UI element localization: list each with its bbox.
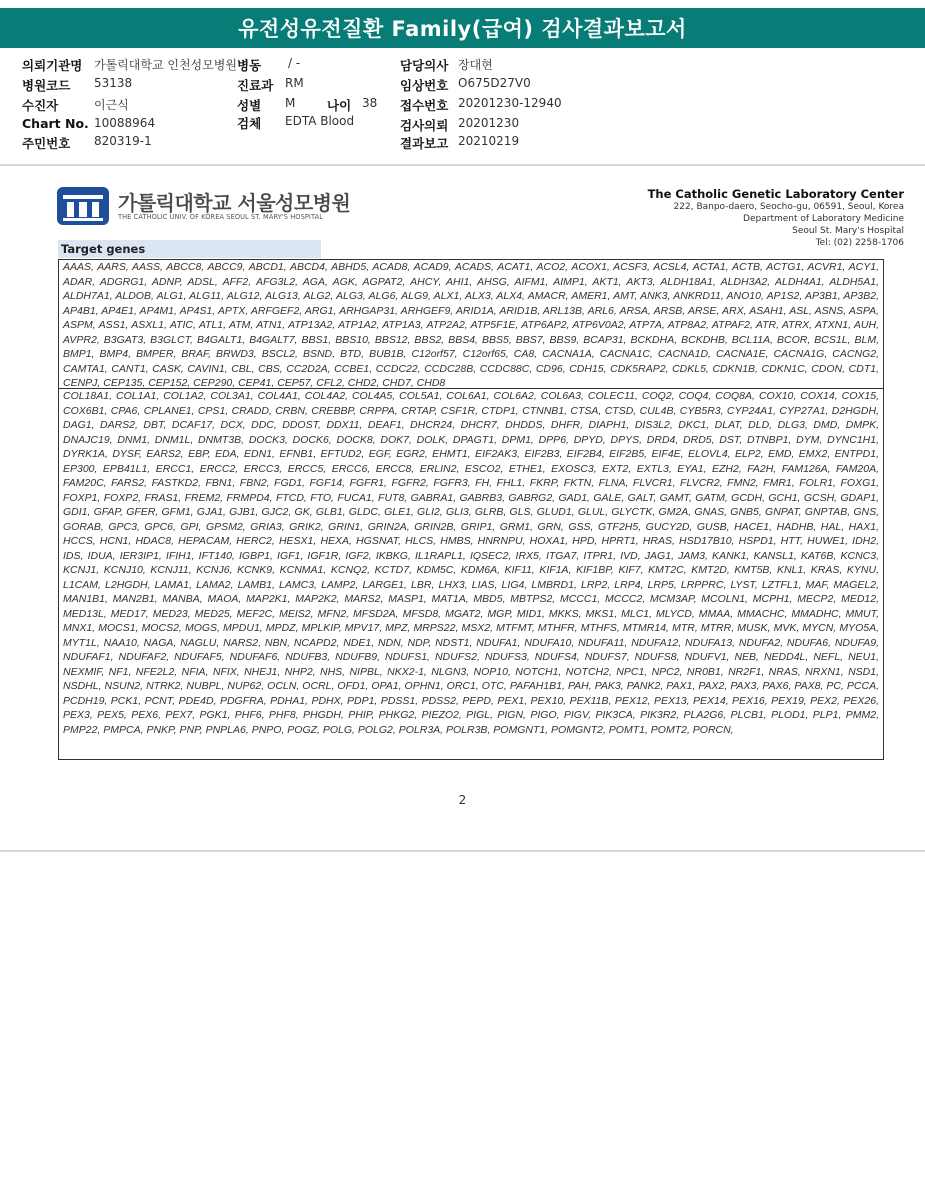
institution-label: 의뢰기관명 bbox=[22, 58, 83, 73]
dept-label: 진료과 bbox=[237, 78, 274, 93]
report-date-label: 결과보고 bbox=[400, 136, 449, 151]
footer-divider bbox=[0, 850, 925, 852]
report-date-value: 20210219 bbox=[458, 134, 520, 148]
page-number: 2 bbox=[458, 793, 467, 807]
hospital-logo-icon bbox=[57, 187, 109, 225]
target-genes-list-part1: AAAS, AARS, AASS, ABCC8, ABCC9, ABCD1, ABCD4, ABHD5, ACAD8, ACAD9, ACADS, ACAT1, ACO2, ACOX1, ACSF3, ACSL4, ACTA1, ACTB, ACTG1, ACVR1, ACY1, ADAR, ADGRG1, ADNP, ADSL, AFF2, AFG3L2, AGA, AGK, AGPAT2, AHCY, AHI1, AHSG, AIFM1, AIMP1, AKT1, AKT3, ALDH18A1, ALDH3A2, ALDH4A1, ALDH5A1, ALDH7A1, ALDOB, ALG1, ALG11, ALG12, ALG13, ALG2, ALG3, ALG6, ALG9, ALX1, ALX3, ALX4, AMACR, AMER1, AMT, ANK3, ANKRD11, ANO10, AP1S2, AP3B1, AP3B2, AP4B1, AP4E1, AP4M1, AP4S1, APTX, ARFGEF2, ARG1, ARHGAP31, ARHGEF9, ARID1A, ARID1B, ARL13B, ARL6, ARSA, ARSB, ARSE, ARX, ASAH1, ASL, ASNS, ASPA, ASPM, ASS1, ASXL1, ATIC, ATL1, ATM, ATN1, ATP13A2, ATP1A2, ATP1A3, ATP2A2, ATP5F1E, ATP6AP2, ATP6V0A2, ATP7A, ATP8A2, ATPAF2, ATR, ATRX, ATXN1, AUH, AVPR2, B3GAT3, B3GLCT, B4GALT1, B4GALT7, BBS1, BBS10, BBS12, BBS2, BBS4, BBS5, BBS7, BBS9, BCAP31, BCKDHA, BCKDHB, BCL11A, BCOR, BCS1L, BLM, BMP1, BMP4, BMPER, BRAF, BRWD3, BSCL2, BSND, BTD, BUB1B, C12orf57, C12orf65, CA8, CACNA1A, CACNA1C, CACNA1D, CACNA1E, CACNA1G, CACNG2, CAMTA1, CANT1, CASK, CAVIN1, CBL, CBS, CC2D2A, CCBE1, CCDC22, CCDC28B, CCDC88C, CD96, CDH15, CDK5RAP2, CDKL5, CDKN1B, CDKN1C, CDON, CDT1, CENPJ, CEP135, CEP152, CEP290, CEP41, CEP57, CFL2, CHD2, CHD7, CHD8 bbox=[58, 259, 884, 389]
lab-center-name: The Catholic Genetic Laboratory Center bbox=[647, 187, 904, 201]
examinee-value: 이근식 bbox=[94, 98, 129, 112]
specimen-label: 검체 bbox=[237, 116, 262, 131]
hospital-code-value: 53138 bbox=[94, 76, 133, 90]
dept-value: RM bbox=[285, 76, 304, 90]
doctor-label: 담당의사 bbox=[400, 58, 449, 73]
hospital-code-label: 병원코드 bbox=[22, 78, 71, 93]
resident-no-label: 주민번호 bbox=[22, 136, 71, 151]
resident-no-value: 820319-1 bbox=[94, 134, 152, 148]
institution-value: 가톨릭대학교 인천성모병원 bbox=[94, 58, 237, 72]
age-label: 나이 bbox=[327, 98, 352, 113]
sex-label: 성별 bbox=[237, 98, 262, 113]
target-genes-heading: Target genes bbox=[58, 240, 321, 258]
header-divider bbox=[0, 164, 925, 166]
lab-tel: Tel: (02) 2258-1706 bbox=[815, 238, 904, 248]
report-title: 유전성유전질환 Family(급여) 검사결과보고서 bbox=[0, 8, 925, 48]
hospital-name-english: THE CATHOLIC UNIV. OF KOREA SEOUL ST. MARY'S HOSPITAL bbox=[118, 213, 323, 221]
lab-hospital: Seoul St. Mary's Hospital bbox=[792, 226, 904, 236]
specimen-value: EDTA Blood bbox=[285, 114, 355, 128]
request-label: 검사의뢰 bbox=[400, 118, 449, 133]
receipt-no-value: 20201230-12940 bbox=[458, 96, 562, 110]
target-genes-list-part2: COL18A1, COL1A1, COL1A2, COL3A1, COL4A1, COL4A2, COL4A5, COL5A1, COL6A1, COL6A2, COL6A3, COLEC11, COQ2, COQ4, COQ8A, COX10, COX14, COX15, COX6B1, CPA6, CPLANE1, CPS1, CRADD, CRBN, CREBBP, CRPPA, CRTAP, CSF1R, CTDP1, CTNNB1, CTSA, CTSD, CUL4B, CYB5R3, CYP24A1, CYP27A1, D2HGDH, DAG1, DARS2, DBT, DCAF17, DCX, DDC, DDOST, DDX11, DEAF1, DHCR24, DHCR7, DHDDS, DHFR, DIAPH1, DIS3L2, DKC1, DLAT, DLD, DLG3, DMD, DMPK, DNAJC19, DNM1, DNM1L, DNMT3B, DOCK3, DOCK6, DOCK8, DOK7, DOLK, DPAGT1, DPM1, DPP6, DPYD, DPYS, DRD4, DRD5, DST, DTNBP1, DYM, DYNC1H1, DYRK1A, DYSF, EARS2, EBP, EDA, EDN1, EFNB1, EFTUD2, EGF, EGR2, EHMT1, EIF2AK3, EIF2B3, EIF2B4, EIF2B5, EIF4E, ELOVL4, ELP2, EMD, EMX2, ENTPD1, EP300, EPB41L1, ERCC1, ERCC2, ERCC3, ERCC5, ERCC6, ERCC8, ERLIN2, ESCO2, ETHE1, EXOSC3, EXT2, EXTL3, EYA1, EZH2, FA2H, FAM126A, FAM20A, FAM20C, FARS2, FASTKD2, FBN1, FBN2, FGD1, FGF14, FGFR1, FGFR2, FGFR3, FH, FHL1, FKRP, FKTN, FLNA, FLVCR1, FLVCR2, FMN2, FMR1, FOLR1, FOXG1, FOXP1, FOXP2, FRAS1, FREM2, FRMPD4, FTCD, FTO, FUCA1, FUT8, GABRA1, GABRB3, GABRG2, GAD1, GALE, GALT, GAMT, GATM, GCDH, GCH1, GCSH, GDAP1, GDI1, GFAP, GFER, GFM1, GJA1, GJB1, GJC2, GK, GLB1, GLDC, GLE1, GLI2, GLI3, GLRB, GLS, GLUD1, GLUL, GLYCTK, GM2A, GNAS, GNB5, GNPAT, GNPTAB, GNS, GORAB, GPC3, GPC6, GPI, GPSM2, GRIA3, GRIK2, GRIN1, GRIN2A, GRIN2B, GRIP1, GRM1, GRN, GSS, GTF2H5, GUCY2D, GUSB, HACE1, HADHB, HAL, HAX1, HCCS, HCN1, HDAC8, HEPACAM, HERC2, HESX1, HEXA, HGSNAT, HLCS, HMBS, HNRNPU, HOXA1, HPD, HPRT1, HRAS, HSD17B10, HSPD1, HTT, HUWE1, IDH2, IDS, IDUA, IER3IP1, IFIH1, IFT140, IGBP1, IGF1, IGF1R, IGF2, IKBKG, IL1RAPL1, IQSEC2, IRX5, ITGA7, ITPR1, IVD, JAG1, JAM3, KANK1, KANSL1, KAT6B, KCNC3, KCNJ1, KCNJ10, KCNJ11, KCNJ6, KCNK9, KCNMA1, KCNQ2, KCTD7, KDM5C, KDM6A, KIF11, KIF1A, KIF1BP, KIF7, KMT2C, KMT2D, KMT5B, KNL1, KRAS, KYNU, L1CAM, L2HGDH, LAMA1, LAMA2, LAMB1, LAMC3, LAMP2, LARGE1, LBR, LHX3, LIAS, LIG4, LMBRD1, LRP2, LRP4, LRP5, LRPPRC, LYST, LZTFL1, MAF, MAGEL2, MAN1B1, MAN2B1, MANBA, MAOA, MAP2K1, MAP2K2, MARS2, MASP1, MAT1A, MBD5, MBTPS2, MCCC1, MCCC2, MCM3AP, MCOLN1, MCPH1, MECP2, MED12, MED13L, MED17, MED23, MED25, MEF2C, MEIS2, MFN2, MFSD2A, MFSD8, MGAT2, MGP, MID1, MKKS, MKS1, MLC1, MLYCD, MMAA, MMACHC, MMADHC, MMUT, MNX1, MOCS1, MOCS2, MOGS, MPDU1, MPDZ, MPLKIP, MPV17, MPZ, MRPS22, MSX2, MTFMT, MTHFR, MTHFS, MTMR14, MTR, MTRR, MUSK, MVK, MYCN, MYO5A, MYT1L, NAA10, NAGA, NAGLU, NARS2, NBN, NCAPD2, NDE1, NDN, NDP, NDST1, NDUFA1, NDUFA10, NDUFA11, NDUFA12, NDUFA13, NDUFA2, NDUFA6, NDUFA9, NDUFAF1, NDUFAF2, NDUFAF5, NDUFAF6, NDUFB3, NDUFB9, NDUFS1, NDUFS2, NDUFS3, NDUFS4, NDUFS7, NDUFS8, NDUFV1, NEB, NEDD4L, NEFL, NEU1, NEXMIF, NF1, NFE2L2, NFIA, NFIX, NHEJ1, NHP2, NHS, NIPBL, NKX2-1, NLGN3, NOP10, NOTCH1, NOTCH2, NPC1, NPC2, NR0B1, NR2F1, NRAS, NRXN1, NSD1, NSDHL, NSUN2, NTRK2, NUBPL, NUP62, OCLN, OCRL, OFD1, OPA1, OPHN1, ORC1, OTC, PAFAH1B1, PAH, PAK3, PANK2, PAX1, PAX2, PAX3, PAX6, PAX8, PC, PCCA, PCDH19, PCK1, PCNT, PDE4D, PDGFRA, PDHA1, PDHX, PDP1, PDSS1, PDSS2, PEPD, PEX1, PEX10, PEX11B, PEX12, PEX13, PEX14, PEX16, PEX19, PEX2, PEX26, PEX3, PEX5, PEX6, PEX7, PGK1, PHF6, PHF8, PHGDH, PHIP, PHKG2, PIEZO2, PIGL, PIGN, PIGO, PIGV, PIK3CA, PIK3R2, PLA2G6, PLCB1, PLOD1, PLP1, PMM2, PMP22, PMPCA, PNKP, PNP, PNPLA6, PNPO, POGZ, POLG, POLG2, POLR3A, POLR3B, POMGNT1, POMGNT2, POMT1, POMT2, PORCN, bbox=[58, 388, 884, 760]
chart-no-label: Chart No. bbox=[22, 116, 89, 131]
hospital-name-korean: 가톨릭대학교 서울성모병원 bbox=[118, 191, 351, 215]
request-value: 20201230 bbox=[458, 116, 520, 130]
doctor-value: 장대현 bbox=[458, 58, 493, 72]
ward-label: 병동 bbox=[237, 58, 262, 73]
ward-value: / - bbox=[288, 56, 301, 70]
clinical-no-value: O675D27V0 bbox=[458, 76, 531, 90]
sex-value: M bbox=[285, 96, 296, 110]
lab-address: 222, Banpo-daero, Seocho-gu, 06591, Seoul, Korea bbox=[673, 202, 904, 212]
patient-info-block bbox=[0, 52, 925, 164]
chart-no-value: 10088964 bbox=[94, 116, 156, 130]
age-value: 38 bbox=[362, 96, 378, 110]
clinical-no-label: 임상번호 bbox=[400, 78, 449, 93]
receipt-no-label: 접수번호 bbox=[400, 98, 449, 113]
lab-department: Department of Laboratory Medicine bbox=[743, 214, 904, 224]
examinee-label: 수진자 bbox=[22, 98, 59, 113]
